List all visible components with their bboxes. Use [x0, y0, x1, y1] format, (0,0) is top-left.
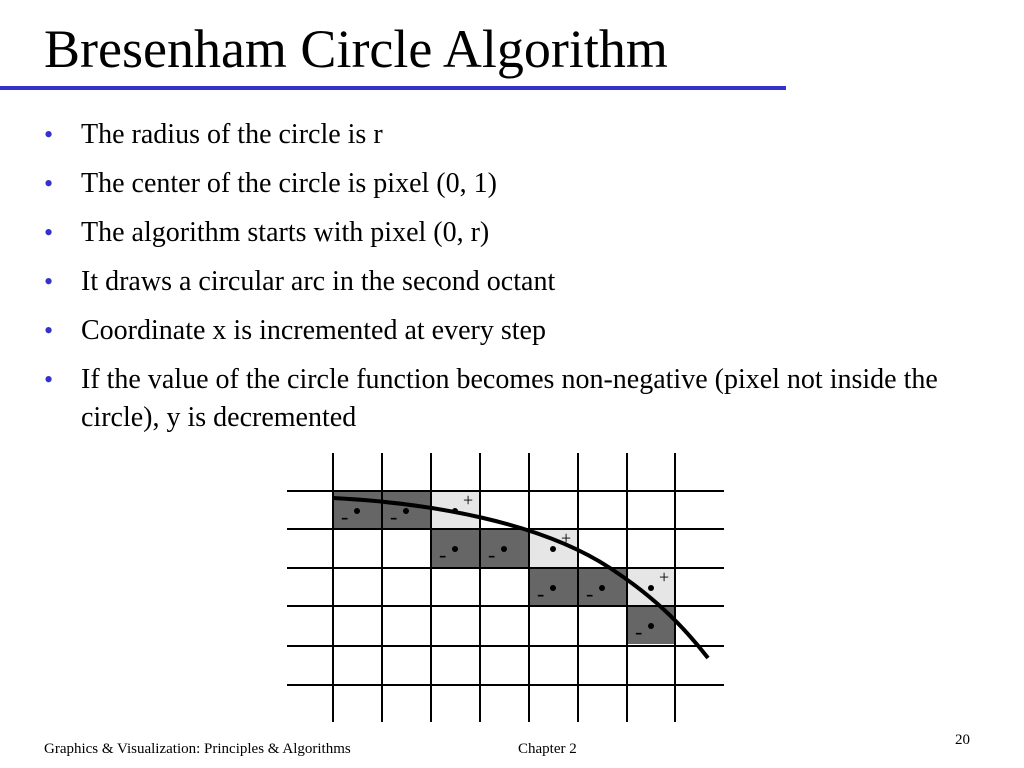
minus-sign-label: -: [390, 504, 398, 529]
bullet-marker: •: [44, 365, 54, 394]
minus-sign-label: -: [439, 542, 447, 567]
bullet-marker: •: [44, 169, 54, 198]
bullet-marker: •: [44, 218, 54, 247]
bullet-text: It draws a circular arc in the second octant: [81, 266, 556, 297]
minus-sign-label: -: [635, 619, 643, 644]
minus-sign-label: -: [537, 581, 545, 606]
footer-book-title: Graphics & Visualization: Principles & Algorithms: [44, 741, 351, 757]
midpoint-dot: [452, 546, 458, 552]
midpoint-dot: [599, 585, 605, 591]
bullet-text: The radius of the circle is r: [81, 119, 383, 150]
midpoint-dot: [354, 508, 360, 514]
midpoint-dot: [501, 546, 507, 552]
midpoint-dot: [550, 585, 556, 591]
bullet-text: The algorithm starts with pixel (0, r): [81, 217, 490, 248]
plus-sign-label: +: [659, 567, 670, 587]
midpoint-dot: [648, 585, 654, 591]
midpoint-dot: [550, 546, 556, 552]
slide-title: Bresenham Circle Algorithm: [44, 19, 668, 79]
plus-sign-label: +: [561, 528, 572, 548]
minus-sign-label: -: [488, 542, 496, 567]
bullet-marker: •: [44, 316, 54, 345]
page-number: 20: [955, 732, 970, 748]
bullet-text: If the value of the circle function becomes non-negative (pixel not inside the circle), y is decremented: [81, 364, 938, 433]
plus-sign-label: +: [463, 490, 474, 510]
minus-sign-label: -: [341, 504, 349, 529]
bullet-marker: •: [44, 120, 54, 149]
bullet-marker: •: [44, 267, 54, 296]
midpoint-dot: [648, 623, 654, 629]
minus-sign-label: -: [586, 581, 594, 606]
footer-chapter: Chapter 2: [518, 741, 577, 757]
bullet-text: The center of the circle is pixel (0, 1): [81, 168, 497, 199]
midpoint-dot: [403, 508, 409, 514]
bullet-text: Coordinate x is incremented at every step: [81, 315, 546, 346]
